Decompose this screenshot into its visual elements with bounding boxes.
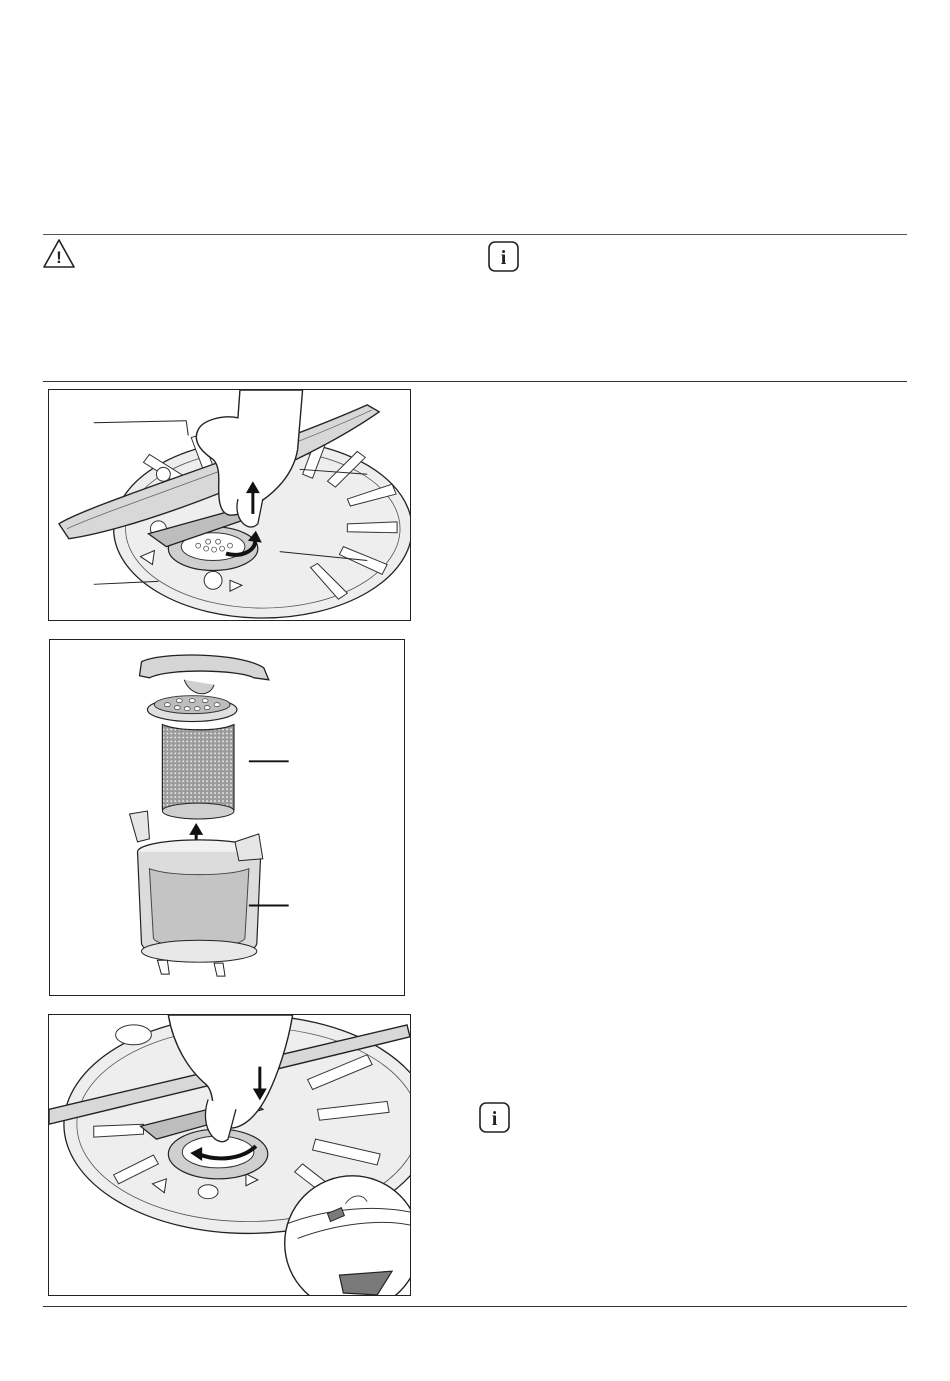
svg-text:i: i <box>491 1108 498 1130</box>
svg-text:!: ! <box>56 248 62 267</box>
figure-remove-filter <box>48 389 411 621</box>
info-icon <box>488 241 519 272</box>
svg-text:i: i <box>500 247 507 269</box>
top-divider <box>43 234 907 235</box>
warning-triangle-icon <box>42 238 76 270</box>
info-icon <box>479 1102 510 1133</box>
bottom-divider <box>43 1306 907 1307</box>
figure-separate-filters <box>49 639 405 996</box>
section-divider <box>43 381 907 382</box>
figure-install-filter <box>48 1014 411 1296</box>
